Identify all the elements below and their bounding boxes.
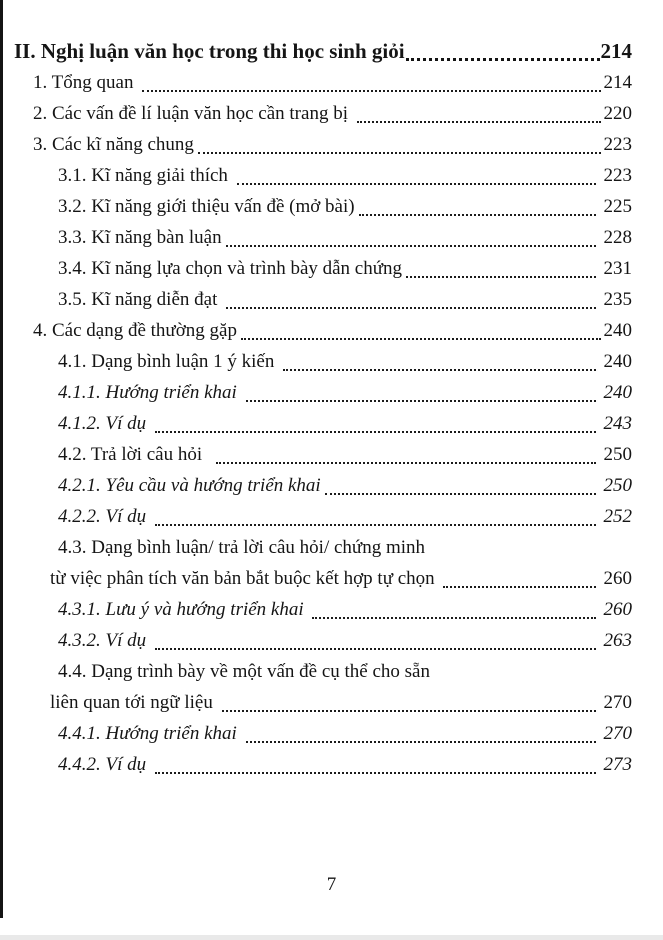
- toc-entry-page: 214: [600, 39, 632, 63]
- toc-entry-page: 240: [598, 351, 632, 372]
- dot-leader: [359, 191, 596, 216]
- toc-entry: [0, 563, 632, 594]
- dot-leader: [198, 129, 601, 154]
- toc-entry-page: 231: [598, 258, 632, 279]
- page-number: 7: [326, 874, 337, 895]
- toc-entry-page: 223: [598, 165, 632, 186]
- toc-entry: [0, 284, 632, 315]
- dot-leader: [155, 408, 596, 433]
- toc-entry-page: 250: [598, 444, 632, 465]
- toc-entry: [0, 346, 632, 377]
- toc-entry: [0, 625, 632, 656]
- toc-entry-page: 260: [598, 599, 632, 620]
- toc-entry: [0, 718, 632, 749]
- toc-entry-label: từ việc phân tích văn bản bắt buộc kết hợp tự chọn: [50, 568, 440, 589]
- toc-entry-label: 4.2.1. Yêu cầu và hướng triển khai: [58, 475, 321, 496]
- toc-entry-label: 4.4.2. Ví dụ: [58, 754, 151, 775]
- toc-entry: [0, 253, 632, 284]
- toc-entry-page: 243: [598, 413, 632, 434]
- toc-entry: [0, 749, 632, 780]
- toc-entry: [0, 160, 632, 191]
- toc-entry: [0, 439, 632, 470]
- toc-entry-label: 1. Tổng quan: [33, 72, 139, 93]
- toc-entry: [0, 315, 632, 346]
- dot-leader: [283, 346, 596, 371]
- dot-leader: [357, 98, 601, 123]
- toc-entry-page: 252: [598, 506, 632, 527]
- dot-leader: [226, 284, 596, 309]
- dot-leader: [237, 160, 596, 185]
- dot-leader: [325, 470, 596, 495]
- toc-entry-label: 3.3. Kĩ năng bàn luận: [58, 227, 222, 248]
- dot-leader: [142, 67, 600, 92]
- toc-entry: [0, 687, 632, 718]
- toc-entry-label: II. Nghị luận văn học trong thi học sinh giỏi: [14, 39, 405, 63]
- toc-entry-label: 4.1.1. Hướng triển khai: [58, 382, 242, 403]
- toc-entry-page: 228: [598, 227, 632, 248]
- toc-entry-page: 225: [598, 196, 632, 217]
- dot-leader: [406, 36, 600, 61]
- dot-leader: [241, 315, 601, 340]
- toc-entry: [0, 594, 632, 625]
- dot-leader: [312, 594, 595, 619]
- toc-entry: [0, 532, 632, 563]
- dot-leader: [155, 501, 596, 526]
- page-footer: [0, 874, 663, 896]
- toc-entry: [0, 377, 632, 408]
- dot-leader: [155, 749, 596, 774]
- toc-entry-label: 3.5. Kĩ năng diễn đạt: [58, 289, 223, 310]
- toc-entry-label: 4.1.2. Ví dụ: [58, 413, 151, 434]
- toc-entry-label: 4.3.2. Ví dụ: [58, 630, 151, 651]
- toc-entry: [0, 408, 632, 439]
- dot-leader: [443, 563, 595, 588]
- dot-leader: [155, 625, 596, 650]
- toc-entry-label: 4.4.1. Hướng triển khai: [58, 723, 242, 744]
- dot-leader: [406, 253, 596, 278]
- toc-entry: [0, 67, 632, 98]
- toc-entry-label: 4.2.2. Ví dụ: [58, 506, 151, 527]
- toc-entry-label: 4.1. Dạng bình luận 1 ý kiến: [58, 351, 280, 372]
- toc-entry-page: 263: [598, 630, 632, 651]
- toc-entry-page: 214: [603, 72, 632, 93]
- toc-entry-page: 223: [603, 134, 632, 155]
- toc-entry-page: 220: [603, 103, 632, 124]
- toc-entry-label: 3.4. Kĩ năng lựa chọn và trình bày dẫn chứng: [58, 258, 403, 279]
- toc-entry: [0, 222, 632, 253]
- toc-entry-label: 2. Các vấn đề lí luận văn học cần trang bị: [33, 103, 353, 124]
- toc-entry-page: 250: [598, 475, 632, 496]
- toc-entry-page: 240: [603, 320, 632, 341]
- dot-leader: [216, 439, 596, 464]
- toc-entry: [0, 470, 632, 501]
- dot-leader: [226, 222, 596, 247]
- toc-entry-label: 3.2. Kĩ năng giới thiệu vấn đề (mở bài): [58, 196, 355, 217]
- toc-entry-page: 240: [598, 382, 632, 403]
- toc-entry-page: 273: [598, 754, 632, 775]
- toc-entry: [0, 656, 632, 687]
- toc-entry-label: 4.3. Dạng bình luận/ trả lời câu hỏi/ chứng minh: [58, 537, 426, 558]
- toc-entry-label: 4.4. Dạng trình bày về một vấn đề cụ thể cho sẵn: [58, 661, 430, 682]
- toc-entry-label: 3. Các kĩ năng chung: [33, 134, 194, 155]
- toc-entry: [0, 98, 632, 129]
- toc-entry-page: 235: [598, 289, 632, 310]
- dot-leader: [246, 377, 596, 402]
- toc-entry-label: liên quan tới ngữ liệu: [50, 692, 218, 713]
- scan-bottom-edge-strip: [0, 935, 663, 940]
- table-of-contents: [0, 36, 663, 780]
- toc-entry-label: 4.3.1. Lưu ý và hướng triển khai: [58, 599, 309, 620]
- toc-entry-label: 4. Các dạng đề thường gặp: [33, 320, 237, 341]
- toc-entry-label: 4.2. Trả lời câu hỏi: [58, 444, 212, 465]
- toc-entry: [0, 501, 632, 532]
- dot-leader: [222, 687, 596, 712]
- dot-leader: [246, 718, 596, 743]
- toc-entry: [0, 191, 632, 222]
- toc-entry-label: 3.1. Kĩ năng giải thích: [58, 165, 233, 186]
- toc-entry-page: 270: [598, 692, 632, 713]
- toc-entry-page: 260: [598, 568, 632, 589]
- toc-entry-page: 270: [598, 723, 632, 744]
- toc-entry: [0, 36, 632, 67]
- toc-entry: [0, 129, 632, 160]
